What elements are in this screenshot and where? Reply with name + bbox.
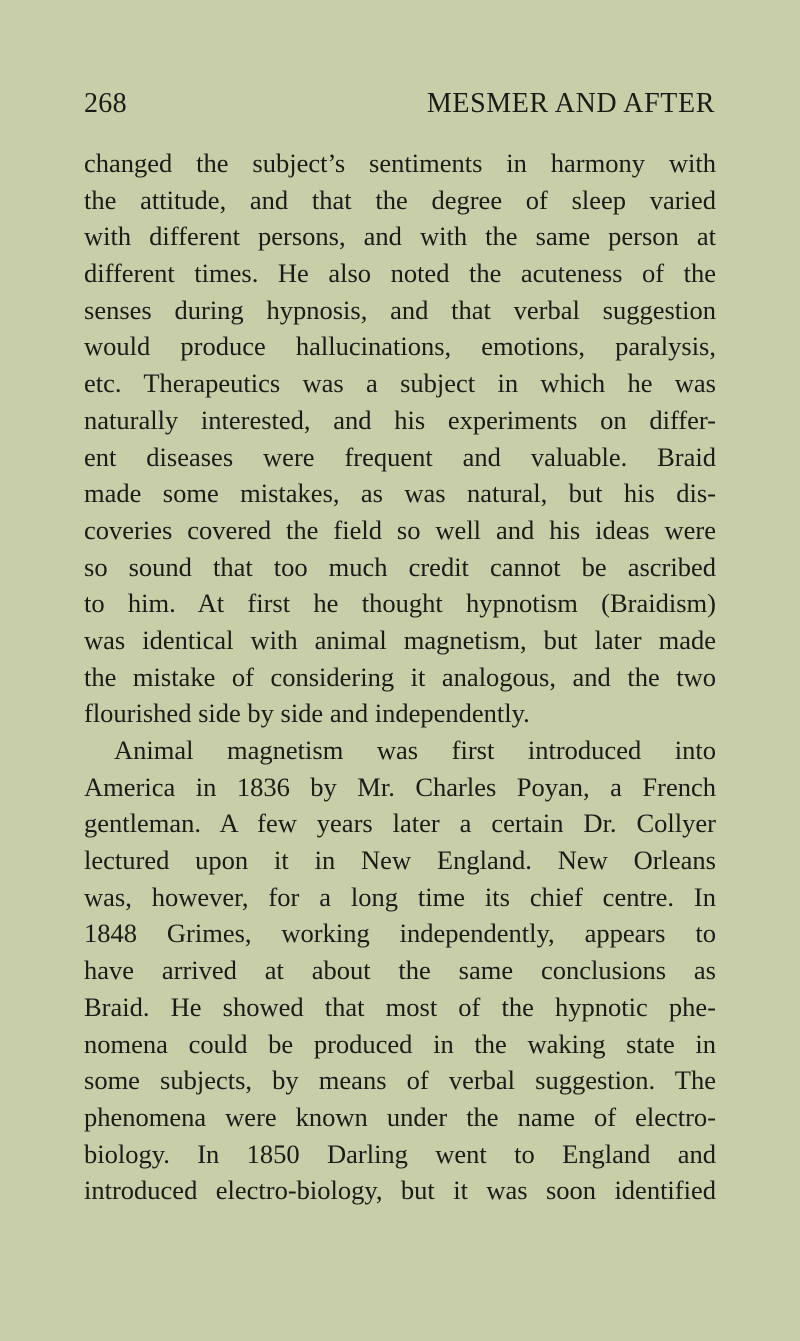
text-line: naturally interested, and his experiments on differ- <box>84 404 716 435</box>
text-line: lectured upon it in New England. New Orleans <box>84 845 716 876</box>
text-line: 1848 Grimes, working independently, appears to <box>84 918 716 949</box>
text-line: so sound that too much credit cannot be ascribed <box>84 551 716 582</box>
page-header <box>84 88 715 128</box>
text-line: to him. At first he thought hypnotism (Braidism) <box>84 588 716 619</box>
text-line: biology. In 1850 Darling went to England and <box>84 1138 716 1169</box>
text-line: was, however, for a long time its chief centre. In <box>84 881 716 912</box>
text-line: nomena could be produced in the waking state in <box>84 1028 716 1059</box>
text-line: some subjects, by means of verbal suggestion. The <box>84 1065 716 1096</box>
text-line: changed the subject’s sentiments in harmony with <box>84 148 716 178</box>
text-line: would produce hallucinations, emotions, paralysis, <box>84 331 716 362</box>
text-line: flourished side by side and independently. <box>84 698 530 729</box>
text-line: ent diseases were frequent and valuable. Braid <box>84 441 716 472</box>
text-line: have arrived at about the same conclusions as <box>84 955 716 986</box>
text-line: the mistake of considering it analogous, and the two <box>84 661 716 692</box>
text-line: Braid. He showed that most of the hypnotic phe- <box>84 991 716 1022</box>
text-line: coveries covered the field so well and his ideas were <box>84 514 716 545</box>
text-line: with different persons, and with the same person at <box>84 221 716 252</box>
text-line: made some mistakes, as was natural, but his dis- <box>84 478 716 509</box>
text-line: America in 1836 by Mr. Charles Poyan, a French <box>84 771 716 802</box>
page-number: 268 <box>84 88 127 119</box>
text-line: etc. Therapeutics was a subject in which he was <box>84 368 716 399</box>
text-line: Animal magnetism was first introduced into <box>114 735 716 765</box>
text-line: senses during hypnosis, and that verbal suggestion <box>84 294 716 325</box>
text-line: introduced electro-biology, but it was soon identified <box>84 1175 716 1206</box>
text-line: phenomena were known under the name of electro- <box>84 1101 716 1132</box>
text-line: was identical with animal magnetism, but later made <box>84 624 716 655</box>
text-line: gentleman. A few years later a certain Dr. Collyer <box>84 808 716 839</box>
running-title: MESMER AND AFTER <box>426 88 715 119</box>
text-line: the attitude, and that the degree of sleep varied <box>84 184 716 215</box>
text-line: different times. He also noted the acuteness of the <box>84 258 716 289</box>
body-text <box>84 145 716 1209</box>
